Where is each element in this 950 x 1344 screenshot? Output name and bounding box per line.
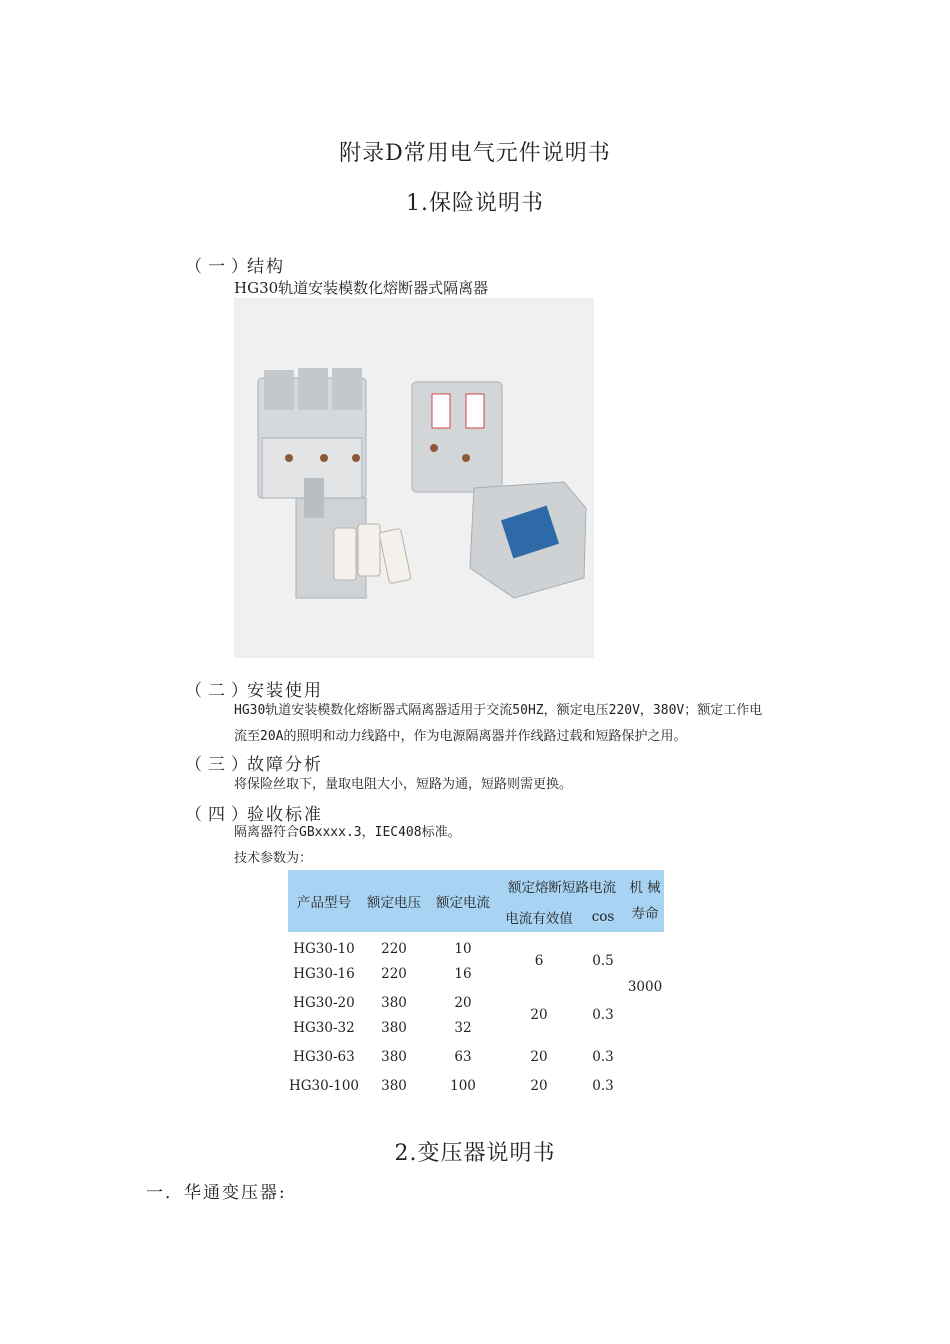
part3-text: 将保险丝取下，量取电阻大小，短路为通，短路则需更换。	[234, 777, 573, 792]
part4-number: （四）	[185, 805, 254, 825]
table-row-current: 32	[454, 1019, 472, 1036]
table-row-voltage: 220	[381, 965, 407, 982]
group-rms: 20	[530, 1077, 548, 1094]
table-row-voltage: 380	[381, 1019, 407, 1036]
group-rms: 20	[530, 1048, 548, 1065]
table-row-voltage: 220	[381, 940, 407, 957]
header-life: 机 械 寿命	[629, 880, 661, 922]
sub1-heading: 一．华通变压器:	[146, 1183, 287, 1203]
life-value: 3000	[627, 979, 663, 995]
part1-title: 结构	[247, 257, 285, 277]
tech-params-table	[288, 870, 664, 1098]
section1-title: 1.保险说明书	[406, 191, 544, 216]
header-voltage: 额定电压	[367, 895, 421, 911]
table-row-model: HG30-32	[293, 1019, 355, 1036]
part4-text1: 隔离器符合GBxxxx.3，IEC408标准。	[234, 825, 461, 840]
header-cos: cos	[591, 909, 615, 925]
fuse-isolator-image	[234, 298, 594, 658]
part2-line1: HG30轨道安装模数化熔断器式隔离器适用于交流50HZ，额定电压220V，380V；额定工作电	[234, 703, 763, 718]
part3-number: （三）	[185, 755, 254, 775]
table-row-model: HG30-20	[293, 994, 355, 1011]
group-cos: 0.3	[592, 1007, 614, 1023]
table-row-current: 16	[454, 965, 472, 982]
part4-title: 验收标准	[247, 805, 323, 825]
part2-text	[234, 698, 834, 750]
header-breaking: 额定熔断短路电流	[508, 880, 616, 896]
part1-heading	[185, 252, 285, 277]
table-row-model: HG30-16	[293, 965, 355, 982]
table-row-voltage: 380	[381, 1048, 407, 1065]
group-cos: 0.3	[592, 1077, 614, 1094]
part4-text2: 技术参数为：	[234, 851, 313, 866]
group-rms: 20	[530, 1007, 548, 1023]
table-row-current: 100	[450, 1077, 476, 1094]
header-rms: 电流有效值	[505, 911, 573, 927]
table-row-voltage: 380	[381, 994, 407, 1011]
table-row-current: 10	[454, 940, 472, 957]
group-rms: 6	[534, 953, 544, 969]
part1-number: （一）	[185, 257, 254, 277]
table-row-model: HG30-10	[293, 940, 355, 957]
group-cos: 0.3	[592, 1048, 614, 1065]
header-model: 产品型号	[297, 895, 351, 911]
appendix-title: 附录D常用电气元件说明书	[339, 141, 611, 166]
table-row-model: HG30-63	[293, 1048, 355, 1065]
table-row-voltage: 380	[381, 1077, 407, 1094]
header-current: 额定电流	[436, 895, 490, 911]
table-row-current: 63	[454, 1048, 472, 1065]
part2-number: （二）	[185, 681, 254, 701]
section2-title: 2.变压器说明书	[394, 1141, 556, 1166]
part3-title: 故障分析	[247, 755, 323, 775]
product-photo	[234, 298, 594, 658]
table-row-current: 20	[454, 994, 472, 1011]
table-row-model: HG30-100	[288, 1077, 360, 1094]
part2-line2: 流至20A的照明和动力线路中，作为电源隔离器并作线路过载和短路保护之用。	[234, 729, 687, 744]
group-cos: 0.5	[592, 953, 614, 969]
part1-caption: HG30轨道安装模数化熔断器式隔离器	[234, 279, 489, 297]
part2-title: 安装使用	[247, 681, 323, 701]
